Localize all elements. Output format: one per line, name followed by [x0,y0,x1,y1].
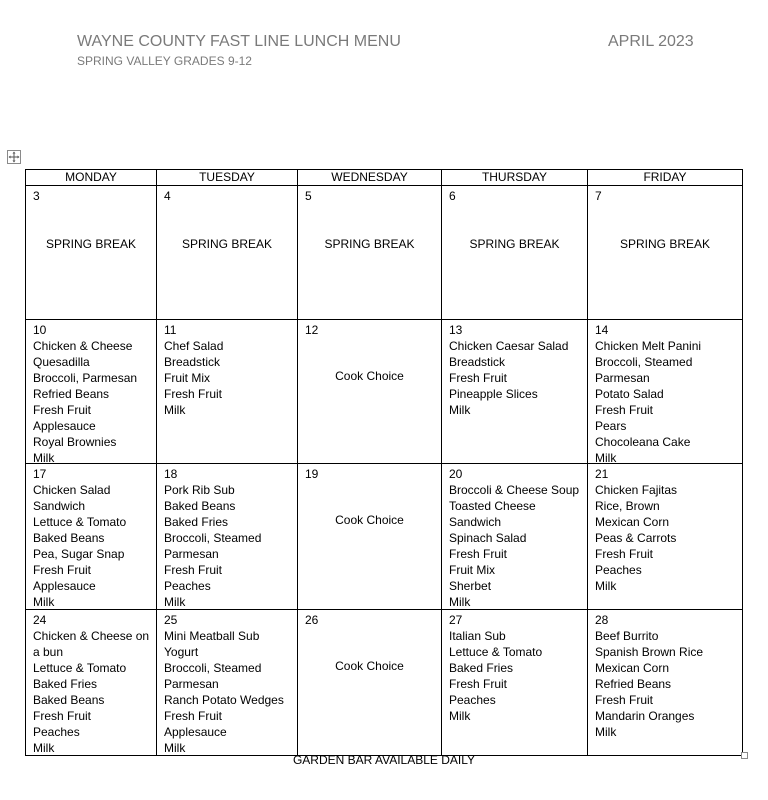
day-number: 5 [305,189,312,203]
menu-item: Mexican Corn [595,661,670,675]
day-number: 19 [305,467,319,481]
menu-item: Parmesan [164,547,219,561]
menu-item: Pork Rib Sub [164,483,235,497]
menu-item: Peaches [164,579,211,593]
menu-item: Broccoli, Parmesan [33,371,138,385]
day-number: 24 [33,613,47,627]
menu-item: Peaches [595,563,642,577]
day-cell [442,610,588,756]
menu-item: Chicken Melt Panini [595,339,702,353]
day-cell [588,464,743,610]
table-move-handle[interactable] [7,150,21,164]
day-note: Cook Choice [335,369,404,383]
day-cell [26,186,157,320]
menu-item: Royal Brownies [33,435,117,449]
menu-item: Pineapple Slices [449,387,538,401]
menu-month: APRIL 2023 [608,33,694,50]
menu-item: Milk [595,579,617,593]
menu-item: Milk [449,403,471,417]
menu-item: Sandwich [33,499,86,513]
menu-item: Spinach Salad [449,531,527,545]
day-cell [442,464,588,610]
day-number: 26 [305,613,319,627]
menu-item: Fresh Fruit [164,709,223,723]
menu-item: Breadstick [449,355,506,369]
menu-item: Chicken Caesar Salad [449,339,569,353]
menu-item: Fresh Fruit [164,387,223,401]
day-number: 10 [33,323,47,337]
menu-item: Mandarin Oranges [595,709,695,723]
menu-item: Broccoli, Steamed [164,661,262,675]
menu-item: Lettuce & Tomato [33,661,127,675]
menu-item: Peas & Carrots [595,531,677,545]
menu-item: Broccoli & Cheese Soup [449,483,580,497]
day-cell [442,186,588,320]
menu-item: Baked Beans [33,531,105,545]
day-cell [298,610,442,756]
header-wednesday: WEDNESDAY [298,170,442,186]
day-note: Cook Choice [335,513,404,527]
menu-item: Milk [33,451,55,465]
menu-item: Spanish Brown Rice [595,645,704,659]
menu-item: Sherbet [449,579,492,593]
menu-item: Breadstick [164,355,221,369]
week-row [26,320,743,464]
header-thursday: THURSDAY [442,170,588,186]
day-number: 18 [164,467,178,481]
menu-item: Fresh Fruit [595,693,654,707]
day-number: 14 [595,323,609,337]
day-note: SPRING BREAK [469,237,560,251]
menu-item: Milk [33,595,55,609]
day-number: 13 [449,323,463,337]
day-cell [26,320,157,464]
day-note: SPRING BREAK [181,237,273,251]
day-cell [26,610,157,756]
menu-item: Milk [449,595,471,609]
weekday-header-row [26,170,743,186]
day-cell [157,610,298,756]
menu-item: Fruit Mix [449,563,495,577]
day-cell [157,320,298,464]
menu-item: Milk [449,709,471,723]
menu-item: Fresh Fruit [33,403,92,417]
menu-item: Broccoli, Steamed [164,531,262,545]
lunch-menu-table [25,169,743,756]
week-row [26,464,743,610]
day-note: SPRING BREAK [45,237,137,251]
menu-item: Chicken Salad [33,483,111,497]
menu-item: Mini Meatball Sub [164,629,260,643]
day-number: 12 [305,323,319,337]
menu-item: Beef Burrito [595,629,659,643]
day-number: 27 [449,613,463,627]
menu-item: Chef Salad [164,339,224,353]
menu-item: Mexican Corn [595,515,670,529]
menu-item: Parmesan [164,677,219,691]
day-cell [588,610,743,756]
menu-item: Fresh Fruit [33,709,92,723]
menu-item: Applesauce [33,579,96,593]
day-cell [298,320,442,464]
menu-item: Pears [595,419,627,433]
day-number: 6 [449,189,456,203]
menu-item: Baked Fries [33,677,98,691]
header-monday: MONDAY [26,170,157,186]
day-number: 21 [595,467,609,481]
menu-item: Baked Beans [33,693,105,707]
header-tuesday: TUESDAY [157,170,298,186]
header-friday: FRIDAY [588,170,743,186]
menu-item: Chocoleana Cake [595,435,691,449]
menu-item: Fresh Fruit [449,677,508,691]
menu-item: Milk [595,725,617,739]
day-number: 3 [33,189,40,203]
day-cell [588,320,743,464]
day-number: 28 [595,613,609,627]
day-cell [298,186,442,320]
day-note: Cook Choice [335,659,404,673]
menu-item: Italian Sub [449,629,506,643]
menu-item: Milk [164,595,186,609]
menu-item: Milk [164,741,186,755]
menu-item: Toasted Cheese [449,499,536,513]
menu-item: Peaches [449,693,496,707]
menu-item: Chicken & Cheese on [33,629,150,643]
day-number: 7 [595,189,602,203]
day-cell [298,464,442,610]
menu-item: Rice, Brown [595,499,660,513]
day-number: 17 [33,467,47,481]
menu-item: Fresh Fruit [164,563,223,577]
menu-item: Applesauce [33,419,96,433]
day-number: 20 [449,467,463,481]
menu-item: Baked Beans [164,499,236,513]
menu-item: Ranch Potato Wedges [164,693,284,707]
week-row [26,186,743,320]
menu-item: Fruit Mix [164,371,210,385]
menu-item: Baked Fries [164,515,229,529]
menu-item: Pea, Sugar Snap [33,547,125,561]
menu-item: Yogurt [164,645,199,659]
menu-subtitle: SPRING VALLEY GRADES 9-12 [77,54,252,68]
day-note: SPRING BREAK [619,237,711,251]
day-cell [157,464,298,610]
menu-title: WAYNE COUNTY FAST LINE LUNCH MENU [77,33,401,50]
menu-item: Peaches [33,725,80,739]
day-note: SPRING BREAK [324,237,415,251]
day-cell [157,186,298,320]
menu-item: Parmesan [595,371,650,385]
menu-item: Chicken Fajitas [595,483,678,497]
day-cell [588,186,743,320]
menu-item: Milk [164,403,186,417]
menu-body [26,186,743,756]
menu-item: Lettuce & Tomato [33,515,127,529]
footer-note: GARDEN BAR AVAILABLE DAILY [292,753,476,767]
day-cell [26,464,157,610]
day-cell [442,320,588,464]
day-number: 4 [164,189,171,203]
menu-item: Fresh Fruit [595,403,654,417]
menu-item: Refried Beans [33,387,110,401]
day-number: 11 [164,323,177,337]
menu-item: Fresh Fruit [449,371,508,385]
menu-item: Fresh Fruit [33,563,92,577]
menu-item: a bun [33,645,64,659]
menu-item: Potato Salad [595,387,664,401]
day-number: 25 [164,613,178,627]
menu-item: Fresh Fruit [595,547,654,561]
menu-item: Chicken & Cheese [33,339,133,353]
menu-item: Applesauce [164,725,227,739]
move-arrows-icon [8,151,20,163]
menu-item: Broccoli, Steamed [595,355,693,369]
menu-item: Sandwich [449,515,502,529]
week-row [26,610,743,756]
menu-item: Fresh Fruit [449,547,508,561]
menu-item: Lettuce & Tomato [449,645,543,659]
menu-item: Quesadilla [33,355,90,369]
menu-item: Milk [33,741,55,755]
menu-item: Baked Fries [449,661,514,675]
menu-item: Refried Beans [595,677,672,691]
menu-item: Milk [595,451,617,465]
